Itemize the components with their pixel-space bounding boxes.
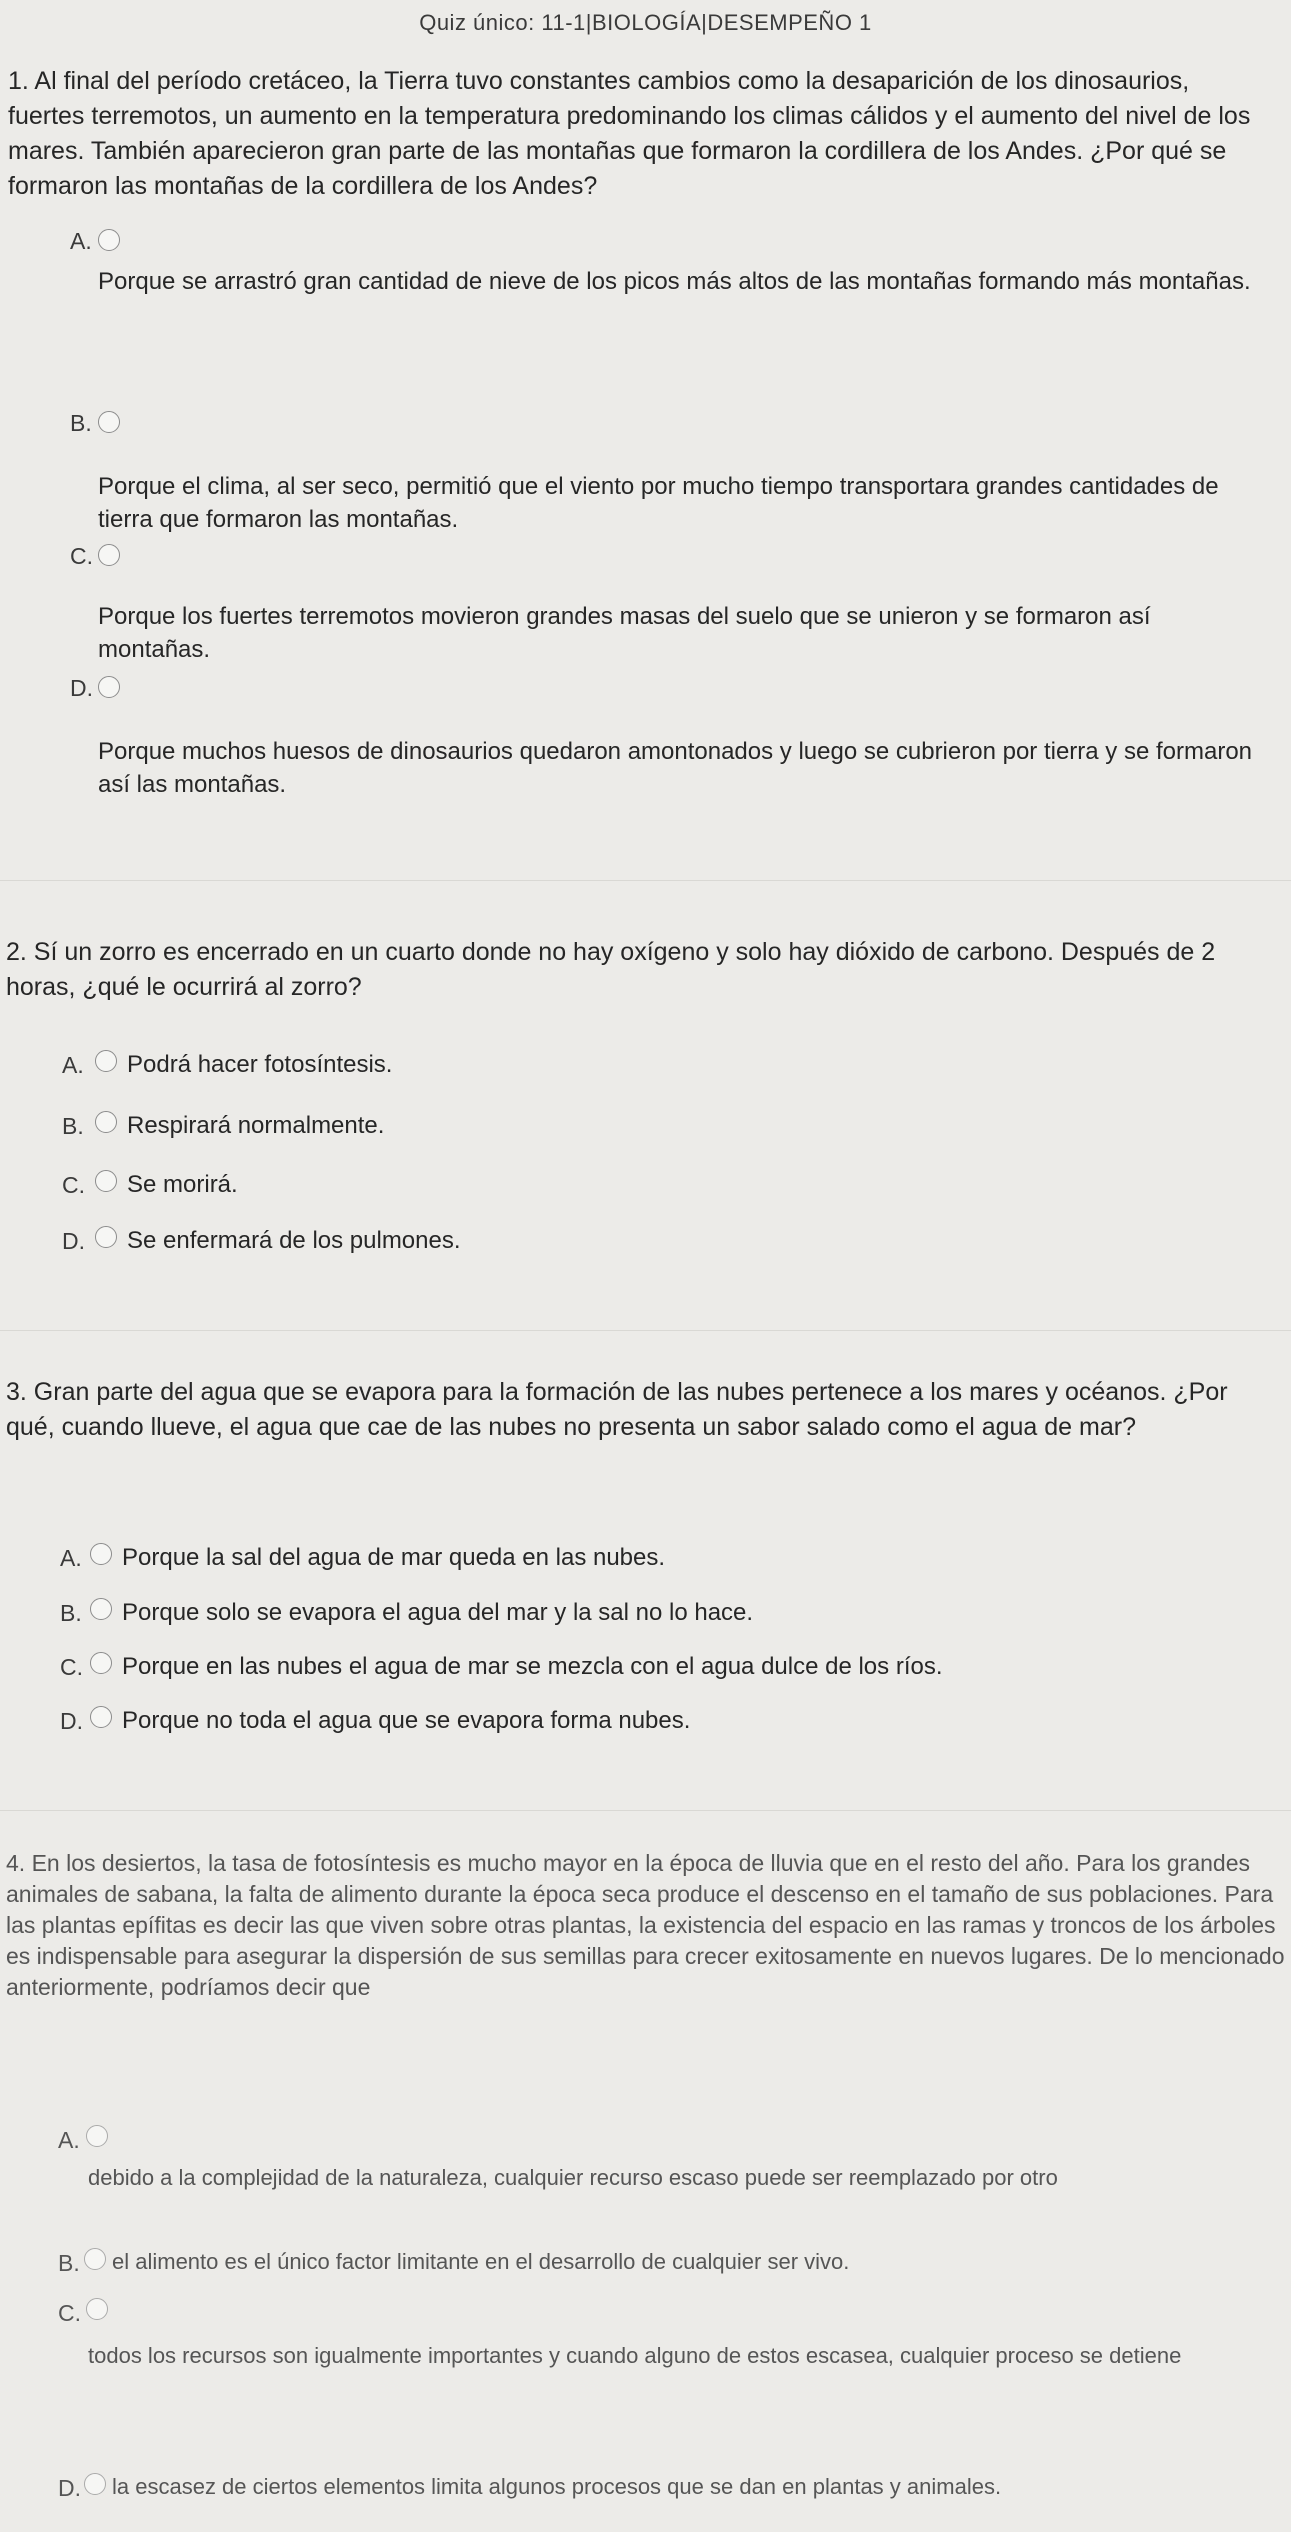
- question-divider: [0, 1330, 1291, 1331]
- quiz-title: Quiz único: 11-1|BIOLOGÍA|DESEMPEÑO 1: [419, 10, 872, 35]
- radio-button[interactable]: [90, 1652, 112, 1674]
- question-1-text: 1. Al final del período cretáceo, la Tierra tuvo constantes cambios como la desaparición de los dinosaurios, fuertes terremotos, un aumento en la temperatura predominando los climas cálidos y el aumento del nivel de los mares. También aparecieron gran parte de las montañas que formaron la cordillera de los Andes. ¿Por qué se formaron las montañas de la cordillera de los Andes?: [8, 67, 1251, 200]
- option-text: el alimento es el único factor limitante en el desarrollo de cualquier ser vivo.: [112, 2249, 850, 2274]
- option-text: Porque el clima, al ser seco, permitió que el viento por mucho tiempo transportara grandes cantidades de tierra que formaron las montañas.: [98, 473, 1219, 533]
- option-text: Podrá hacer fotosíntesis.: [127, 1051, 393, 1078]
- option-text: Respirará normalmente.: [127, 1112, 385, 1139]
- option-text: Se enfermará de los pulmones.: [127, 1227, 461, 1254]
- radio-button[interactable]: [98, 229, 120, 251]
- radio-button[interactable]: [84, 2248, 106, 2270]
- option-text: la escasez de ciertos elementos limita algunos procesos que se dan en plantas y animales.: [112, 2474, 1002, 2499]
- option-letter: A.: [70, 228, 92, 254]
- radio-button[interactable]: [86, 2125, 108, 2147]
- option-letter: A.: [58, 2127, 80, 2153]
- radio-button[interactable]: [84, 2473, 106, 2495]
- option-text: Porque se arrastró gran cantidad de nieve de los picos más altos de las montañas formando más montañas.: [98, 268, 1251, 295]
- radio-button[interactable]: [86, 2298, 108, 2320]
- radio-button[interactable]: [95, 1050, 117, 1072]
- option-letter: A.: [60, 1545, 82, 1571]
- option-letter: B.: [60, 1600, 82, 1626]
- option-letter: B.: [62, 1113, 84, 1139]
- radio-button[interactable]: [98, 676, 120, 698]
- option-letter: D.: [62, 1228, 85, 1254]
- option-text: todos los recursos son igualmente importantes y cuando alguno de estos escasea, cualquier proceso se detiene: [88, 2343, 1182, 2368]
- option-text: Porque la sal del agua de mar queda en las nubes.: [122, 1544, 666, 1571]
- option-letter: D.: [70, 675, 93, 701]
- radio-button[interactable]: [95, 1170, 117, 1192]
- option-letter: D.: [58, 2475, 81, 2501]
- radio-button[interactable]: [98, 411, 120, 433]
- radio-button[interactable]: [90, 1543, 112, 1565]
- option-letter: A.: [62, 1052, 84, 1078]
- option-letter: C.: [60, 1654, 83, 1680]
- question-divider: [0, 880, 1291, 881]
- question-3-text: 3. Gran parte del agua que se evapora para la formación de las nubes pertenece a los mares y océanos. ¿Por qué, cuando llueve, el agua que cae de las nubes no presenta un sabor salado como el agua de mar?: [6, 1378, 1228, 1441]
- option-letter: D.: [60, 1708, 83, 1734]
- option-letter: C.: [62, 1172, 85, 1198]
- radio-button[interactable]: [90, 1706, 112, 1728]
- option-text: Se morirá.: [127, 1171, 238, 1198]
- radio-button[interactable]: [90, 1598, 112, 1620]
- option-text: Porque no toda el agua que se evapora forma nubes.: [122, 1707, 691, 1734]
- radio-button[interactable]: [95, 1111, 117, 1133]
- radio-button[interactable]: [98, 544, 120, 566]
- question-divider: [0, 1810, 1291, 1811]
- radio-button[interactable]: [95, 1226, 117, 1248]
- question-2-text: 2. Sí un zorro es encerrado en un cuarto donde no hay oxígeno y solo hay dióxido de carbono. Después de 2 horas, ¿qué le ocurrirá al zorro?: [6, 938, 1216, 1001]
- question-4-text: 4. En los desiertos, la tasa de fotosíntesis es mucho mayor en la época de lluvia que en el resto del año. Para los grandes animales de sabana, la falta de alimento durante la época seca produce el descenso en el tamaño de sus poblaciones. Para las plantas epífitas es decir las que viven sobre otras plantas, la existencia del espacio en las ramas y troncos de los árboles es indispensable para asegurar la dispersión de sus semillas para crecer exitosamente en nuevos lugares. De lo mencionado anteriormente, podríamos decir que: [6, 1850, 1285, 2000]
- option-text: Porque muchos huesos de dinosaurios quedaron amontonados y luego se cubrieron por tierra y se formaron así las montañas.: [98, 738, 1253, 798]
- option-letter: C.: [70, 543, 93, 569]
- option-letter: B.: [58, 2250, 80, 2276]
- option-text: Porque en las nubes el agua de mar se mezcla con el agua dulce de los ríos.: [122, 1653, 943, 1680]
- option-text: Porque solo se evapora el agua del mar y la sal no lo hace.: [122, 1599, 754, 1626]
- option-text: debido a la complejidad de la naturaleza, cualquier recurso escaso puede ser reemplazado por otro: [88, 2165, 1058, 2190]
- option-letter: B.: [70, 410, 92, 436]
- option-text: Porque los fuertes terremotos movieron grandes masas del suelo que se unieron y se formaron así montañas.: [98, 603, 1151, 663]
- option-letter: C.: [58, 2300, 81, 2326]
